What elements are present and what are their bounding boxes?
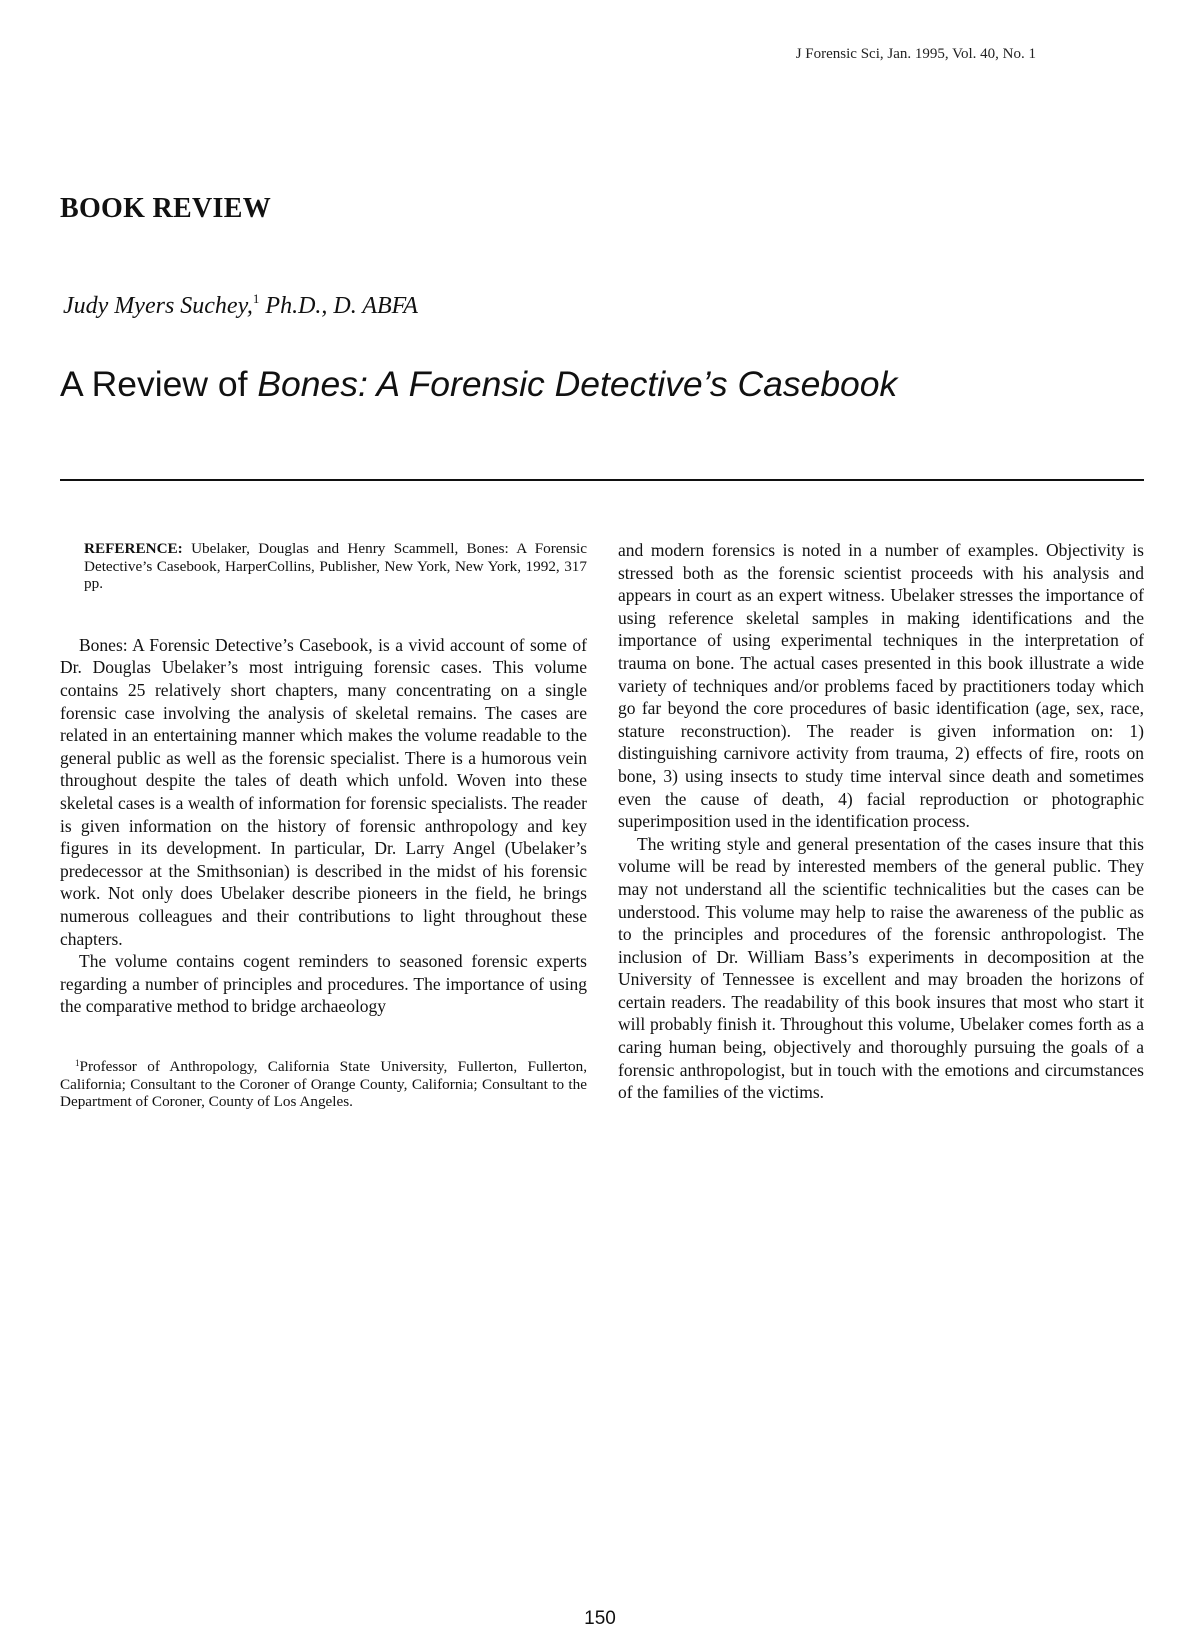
reference-label: REFERENCE: [84, 540, 183, 557]
right-column [618, 539, 1144, 1104]
page-number: 150 [584, 1608, 616, 1629]
author-footnote-mark[interactable]: 1 [252, 291, 260, 306]
left-column [60, 540, 587, 1111]
reference-block [84, 540, 587, 593]
reference-text: Ubelaker, Douglas and Henry Scammell, Bones: A Forensic Detective’s Casebook, HarperCollins, Publisher, New York, New York, 1992, 317 pp. [84, 540, 587, 593]
author-credentials: Ph.D., D. ABFA [265, 293, 418, 319]
article-title [60, 364, 897, 405]
author-line [63, 291, 418, 320]
journal-citation: J Forensic Sci, Jan. 1995, Vol. 40, No. 1 [795, 46, 1036, 62]
title-divider [60, 479, 1144, 481]
footnote-text: Professor of Anthropology, California State University, Fullerton, Fullerton, California; Consultant to the Coroner of Orange County, California; Consultant to the Department of Coroner, County of Los Angeles. [60, 1057, 587, 1111]
body-paragraph: Bones: A Forensic Detective’s Casebook, is a vivid account of some of Dr. Douglas Ubelaker’s most intriguing forensic cases. This volume contains 25 relatively short chapters, many concentrating on a single forensic case involving the analysis of skeletal remains. The cases are related in an entertaining manner which makes the volume readable to the general public as well as the forensic specialist. There is a humorous vein throughout despite the tales of death which unfold. Woven into these skeletal cases is a wealth of information for forensic specialists. The reader is given information on the history of forensic anthropology and key figures in its development. In particular, Dr. Larry Angel (Ubelaker’s predecessor at the Smithsonian) is described in the midst of his forensic work. Not only does Ubelaker describe pioneers in the field, he brings numerous colleagues and their contributions to light throughout these chapters. [60, 634, 587, 949]
footnote-mark: 1 [75, 1057, 80, 1068]
footnote [60, 1055, 587, 1111]
section-heading: BOOK REVIEW [60, 193, 272, 224]
title-book-name: Bones: A Forensic Detective’s Casebook [257, 364, 898, 404]
left-body [60, 634, 587, 1018]
body-paragraph: The volume contains cogent reminders to seasoned forensic experts regarding a number of principles and procedures. The importance of using the comparative method to bridge archaeology [60, 951, 587, 1017]
body-paragraph: The writing style and general presentation of the cases insure that this volume will be read by interested members of the general public. They may not understand all the scientific technicalities but the cases can be understood. This volume may help to raise the awareness of the public as to the principles and procedures of the forensic anthropologist. The inclusion of Dr. William Bass’s experiments in decomposition at the University of Tennessee is excellent and may broaden the horizons of certain readers. The readability of this book insures that most who start it will probably finish it. Throughout this volume, Ubelaker comes forth as a caring human being, objectively and thoroughly pursuing the goals of a forensic anthropologist, but in touch with the emotions and circumstances of the families of the victims. [618, 833, 1144, 1103]
title-prefix: A Review of [60, 364, 258, 404]
body-paragraph: and modern forensics is noted in a number of examples. Objectivity is stressed both as the forensic scientist proceeds with his analysis and appears in court as an expert witness. Ubelaker stresses the importance of using reference skeletal samples in making identifications and the importance of using experimental techniques in the interpretation of trauma on bone. The actual cases presented in this book illustrate a wide variety of techniques and/or problems faced by practitioners today which go far beyond the core procedures of basic identification (age, sex, race, stature reconstruction). The reader is given information on: 1) distinguishing carnivore activity from trauma, 2) effects of fire, roots on bone, 3) using insects to study time interval since death and sometimes even the cause of death, 4) facial reproduction or photographic superimposition used in the identification process. [618, 540, 1144, 832]
author-name: Judy Myers Suchey, [63, 293, 253, 319]
